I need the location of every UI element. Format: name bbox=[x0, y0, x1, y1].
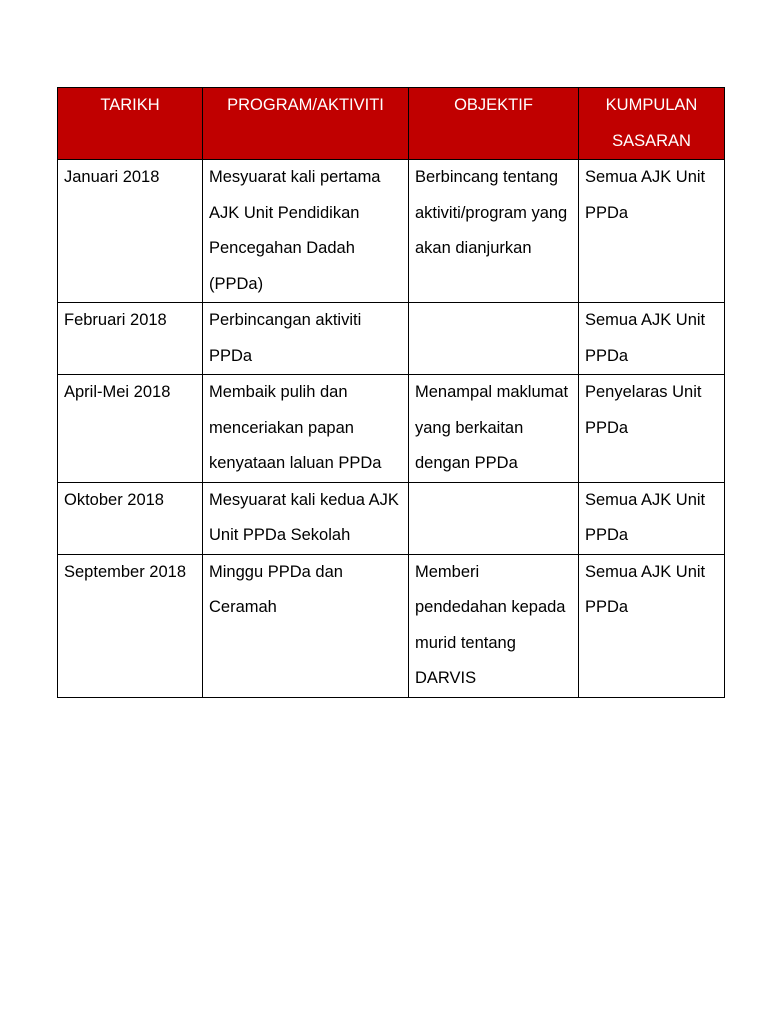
cell-tarikh: Januari 2018 bbox=[58, 160, 203, 303]
cell-tarikh: Februari 2018 bbox=[58, 303, 203, 375]
cell-objektif bbox=[409, 482, 579, 554]
cell-tarikh: April-Mei 2018 bbox=[58, 375, 203, 483]
table-row bbox=[58, 303, 725, 375]
cell-program: Mesyuarat kali pertama AJK Unit Pendidikan Pencegahan Dadah (PPDa) bbox=[203, 160, 409, 303]
cell-program: Minggu PPDa dan Ceramah bbox=[203, 554, 409, 697]
header-row bbox=[58, 88, 725, 160]
cell-program: Perbincangan aktiviti PPDa bbox=[203, 303, 409, 375]
cell-tarikh: September 2018 bbox=[58, 554, 203, 697]
header-kumpulan-sasaran: KUMPULAN SASARAN bbox=[579, 88, 725, 160]
activity-schedule-table bbox=[57, 87, 725, 698]
cell-objektif bbox=[409, 303, 579, 375]
cell-sasaran: Semua AJK Unit PPDa bbox=[579, 482, 725, 554]
table-row bbox=[58, 375, 725, 483]
table-row bbox=[58, 554, 725, 697]
header-tarikh: TARIKH bbox=[58, 88, 203, 160]
cell-program: Mesyuarat kali kedua AJK Unit PPDa Sekolah bbox=[203, 482, 409, 554]
cell-sasaran: Semua AJK Unit PPDa bbox=[579, 303, 725, 375]
cell-sasaran: Semua AJK Unit PPDa bbox=[579, 554, 725, 697]
cell-tarikh: Oktober 2018 bbox=[58, 482, 203, 554]
header-program: PROGRAM/AKTIVITI bbox=[203, 88, 409, 160]
table-row bbox=[58, 160, 725, 303]
header-objektif: OBJEKTIF bbox=[409, 88, 579, 160]
cell-sasaran: Penyelaras Unit PPDa bbox=[579, 375, 725, 483]
cell-program: Membaik pulih dan menceriakan papan kenyataan laluan PPDa bbox=[203, 375, 409, 483]
cell-sasaran: Semua AJK Unit PPDa bbox=[579, 160, 725, 303]
table-body bbox=[58, 160, 725, 698]
table-header bbox=[58, 88, 725, 160]
table-row bbox=[58, 482, 725, 554]
cell-objektif: Menampal maklumat yang berkaitan dengan PPDa bbox=[409, 375, 579, 483]
cell-objektif: Memberi pendedahan kepada murid tentang DARVIS bbox=[409, 554, 579, 697]
cell-objektif: Berbincang tentang aktiviti/program yang akan dianjurkan bbox=[409, 160, 579, 303]
